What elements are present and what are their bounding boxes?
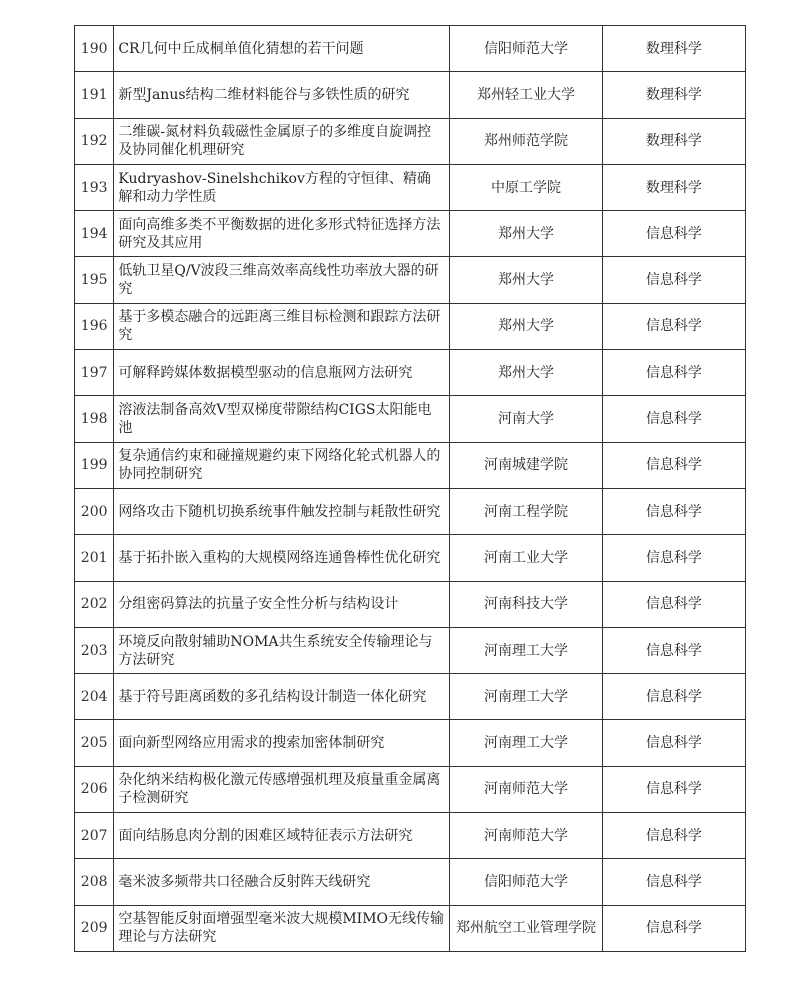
institution: 河南理工大学 — [450, 720, 602, 766]
institution: 郑州轻工业大学 — [450, 72, 602, 118]
table-row — [75, 766, 746, 812]
discipline: 数理科学 — [602, 26, 745, 72]
row-number: 202 — [75, 581, 114, 627]
institution: 郑州大学 — [450, 303, 602, 349]
table-row — [75, 813, 746, 859]
institution: 河南工业大学 — [450, 535, 602, 581]
project-title: 基于拓扑嵌入重构的大规模网络连通鲁棒性优化研究 — [114, 535, 450, 581]
project-title: 溶液法制备高效V型双梯度带隙结构CIGS太阳能电池 — [114, 396, 450, 442]
project-table-body — [75, 26, 746, 952]
institution: 郑州师范学院 — [450, 118, 602, 164]
row-number: 200 — [75, 488, 114, 534]
project-title: 分组密码算法的抗量子安全性分析与结构设计 — [114, 581, 450, 627]
institution: 郑州大学 — [450, 350, 602, 396]
project-title: 网络攻击下随机切换系统事件触发控制与耗散性研究 — [114, 488, 450, 534]
row-number: 193 — [75, 164, 114, 210]
discipline: 数理科学 — [602, 164, 745, 210]
project-title: 面向高维多类不平衡数据的进化多形式特征选择方法研究及其应用 — [114, 211, 450, 257]
project-title: 毫米波多频带共口径融合反射阵天线研究 — [114, 859, 450, 905]
project-title: 面向新型网络应用需求的搜索加密体制研究 — [114, 720, 450, 766]
table-row — [75, 72, 746, 118]
table-row — [75, 26, 746, 72]
table-row — [75, 535, 746, 581]
institution: 河南工程学院 — [450, 488, 602, 534]
institution: 中原工学院 — [450, 164, 602, 210]
institution: 河南师范大学 — [450, 813, 602, 859]
table-row — [75, 396, 746, 442]
project-title: 低轨卫星Q/V波段三维高效率高线性功率放大器的研究 — [114, 257, 450, 303]
discipline: 信息科学 — [602, 766, 745, 812]
row-number: 196 — [75, 303, 114, 349]
discipline: 信息科学 — [602, 535, 745, 581]
table-row — [75, 581, 746, 627]
row-number: 205 — [75, 720, 114, 766]
row-number: 209 — [75, 905, 114, 951]
institution: 郑州大学 — [450, 211, 602, 257]
table-row — [75, 118, 746, 164]
discipline: 信息科学 — [602, 720, 745, 766]
discipline: 信息科学 — [602, 905, 745, 951]
project-title: 基于多模态融合的远距离三维目标检测和跟踪方法研究 — [114, 303, 450, 349]
discipline: 信息科学 — [602, 442, 745, 488]
row-number: 201 — [75, 535, 114, 581]
table-row — [75, 211, 746, 257]
project-title: 二维碳-氮材料负载磁性金属原子的多维度自旋调控及协同催化机理研究 — [114, 118, 450, 164]
table-row — [75, 442, 746, 488]
table-row — [75, 627, 746, 673]
row-number: 208 — [75, 859, 114, 905]
discipline: 信息科学 — [602, 581, 745, 627]
table-row — [75, 488, 746, 534]
table-row — [75, 303, 746, 349]
project-table — [74, 25, 746, 952]
project-title: CR几何中丘成桐单值化猜想的若干问题 — [114, 26, 450, 72]
institution: 河南城建学院 — [450, 442, 602, 488]
row-number: 206 — [75, 766, 114, 812]
table-row — [75, 720, 746, 766]
table-row — [75, 905, 746, 951]
institution: 河南大学 — [450, 396, 602, 442]
table-row — [75, 674, 746, 720]
discipline: 信息科学 — [602, 303, 745, 349]
row-number: 197 — [75, 350, 114, 396]
project-title: 杂化纳米结构极化激元传感增强机理及痕量重金属离子检测研究 — [114, 766, 450, 812]
discipline: 信息科学 — [602, 257, 745, 303]
discipline: 数理科学 — [602, 118, 745, 164]
project-title: 面向结肠息肉分割的困难区域特征表示方法研究 — [114, 813, 450, 859]
project-title: Kudryashov-Sinelshchikov方程的守恒律、精确解和动力学性质 — [114, 164, 450, 210]
row-number: 207 — [75, 813, 114, 859]
table-row — [75, 350, 746, 396]
discipline: 信息科学 — [602, 859, 745, 905]
discipline: 信息科学 — [602, 488, 745, 534]
row-number: 190 — [75, 26, 114, 72]
discipline: 信息科学 — [602, 674, 745, 720]
row-number: 204 — [75, 674, 114, 720]
project-title: 空基智能反射面增强型毫米波大规模MIMO无线传输理论与方法研究 — [114, 905, 450, 951]
institution: 河南师范大学 — [450, 766, 602, 812]
project-title: 环境反向散射辅助NOMA共生系统安全传输理论与方法研究 — [114, 627, 450, 673]
institution: 河南科技大学 — [450, 581, 602, 627]
row-number: 194 — [75, 211, 114, 257]
institution: 郑州大学 — [450, 257, 602, 303]
row-number: 203 — [75, 627, 114, 673]
project-title: 基于符号距离函数的多孔结构设计制造一体化研究 — [114, 674, 450, 720]
project-title: 复杂通信约束和碰撞规避约束下网络化轮式机器人的协同控制研究 — [114, 442, 450, 488]
row-number: 198 — [75, 396, 114, 442]
institution: 河南理工大学 — [450, 674, 602, 720]
project-title: 新型Janus结构二维材料能谷与多铁性质的研究 — [114, 72, 450, 118]
discipline: 信息科学 — [602, 211, 745, 257]
institution: 信阳师范大学 — [450, 26, 602, 72]
project-title: 可解释跨媒体数据模型驱动的信息瓶网方法研究 — [114, 350, 450, 396]
institution: 河南理工大学 — [450, 627, 602, 673]
discipline: 信息科学 — [602, 813, 745, 859]
table-row — [75, 257, 746, 303]
row-number: 199 — [75, 442, 114, 488]
table-row — [75, 164, 746, 210]
discipline: 信息科学 — [602, 350, 745, 396]
row-number: 195 — [75, 257, 114, 303]
discipline: 数理科学 — [602, 72, 745, 118]
discipline: 信息科学 — [602, 396, 745, 442]
table-row — [75, 859, 746, 905]
institution: 郑州航空工业管理学院 — [450, 905, 602, 951]
discipline: 信息科学 — [602, 627, 745, 673]
row-number: 192 — [75, 118, 114, 164]
row-number: 191 — [75, 72, 114, 118]
institution: 信阳师范大学 — [450, 859, 602, 905]
